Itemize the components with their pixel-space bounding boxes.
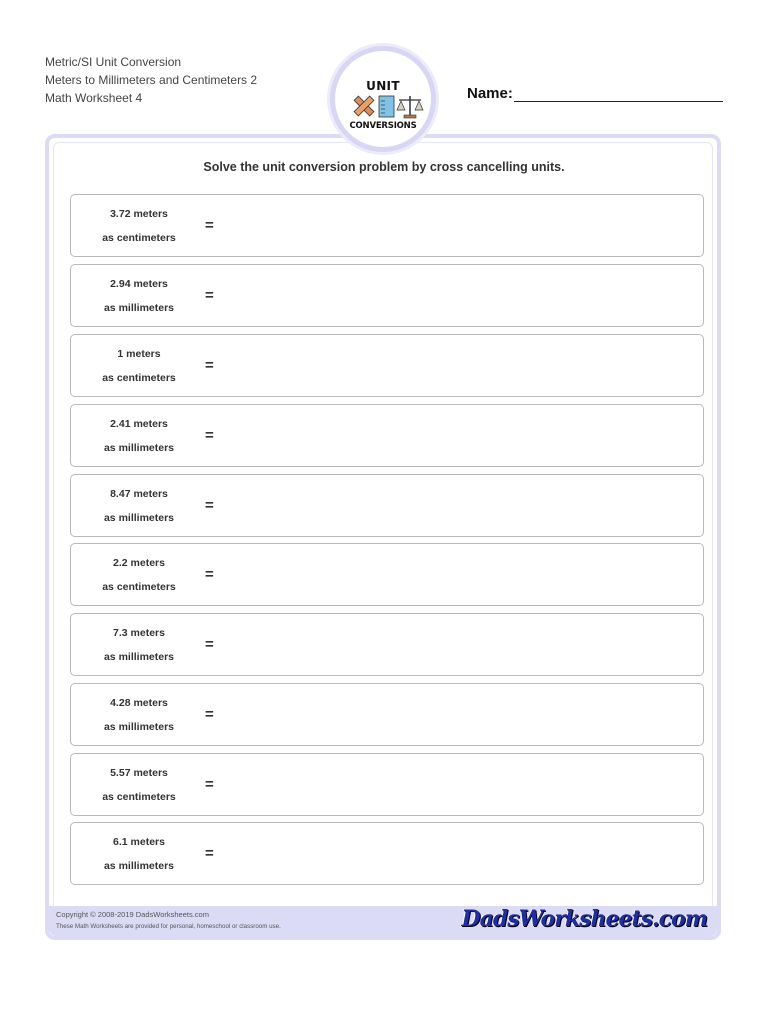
worksheet-title: Meters to Millimeters and Centimeters 2 [45,73,258,87]
problem-box[interactable] [70,194,704,257]
logo-top-text: UNIT [366,79,400,93]
equals-sign: = [205,845,214,862]
problem-box[interactable] [70,334,704,397]
instructions: Solve the unit conversion problem by cross cancelling units. [203,160,565,174]
problem-value: 2.2 meters [113,557,165,569]
unit-conversions-logo [330,46,436,152]
equals-sign: = [205,776,214,793]
problem-target-unit: as millimeters [103,302,175,314]
problem-box[interactable] [70,683,704,746]
problem-box[interactable] [70,543,704,606]
problem-value: 5.57 meters [110,767,168,779]
equals-sign: = [205,217,214,234]
problem-target-unit: as centimeters [102,232,176,244]
name-line[interactable] [514,101,723,102]
problem-box[interactable] [70,404,704,467]
problem-target-unit: as centimeters [102,791,176,803]
usage-note: These Math Worksheets are provided for personal, homeschool or classroom use. [56,923,281,930]
equals-sign: = [205,427,214,444]
problem-box[interactable] [70,822,704,885]
equals-sign: = [205,497,214,514]
dadsworksheets-logo[interactable]: DadsWorksheets.com [461,906,707,932]
equals-sign: = [205,706,214,723]
worksheet-category: Metric/SI Unit Conversion [45,55,182,69]
balance-scale-icon [397,96,423,118]
problem-target-unit: as millimeters [103,442,175,454]
problem-value: 8.47 meters [110,488,168,500]
equals-sign: = [205,636,214,653]
problem-value: 4.28 meters [110,697,168,709]
problem-box[interactable] [70,753,704,816]
worksheet-number: Math Worksheet 4 [45,91,143,105]
problem-target-unit: as millimeters [103,721,175,733]
problem-box[interactable] [70,264,704,327]
problem-value: 2.41 meters [110,418,168,430]
problem-value: 1 meters [117,348,161,360]
copyright-text: Copyright © 2008-2019 DadsWorksheets.com [56,910,209,919]
problem-target-unit: as centimeters [102,372,176,384]
equals-sign: = [205,287,214,304]
problem-target-unit: as millimeters [103,512,175,524]
problem-target-unit: as millimeters [103,651,175,663]
problem-value: 3.72 meters [110,208,168,220]
ruler-cross-icon [354,96,374,116]
problem-value: 2.94 meters [110,278,168,290]
logo-bottom-text: CONVERSIONS [349,121,417,131]
equals-sign: = [205,357,214,374]
problem-target-unit: as centimeters [102,581,176,593]
problem-box[interactable] [70,613,704,676]
footer [49,906,717,936]
problem-value: 7.3 meters [113,627,165,639]
worksheet-header [45,53,257,107]
problem-box[interactable] [70,474,704,537]
problem-value: 6.1 meters [113,836,165,848]
logo-icons [349,93,425,119]
problem-target-unit: as millimeters [103,860,175,872]
beaker-icon [379,96,394,117]
equals-sign: = [205,566,214,583]
name-label: Name: [467,85,513,102]
